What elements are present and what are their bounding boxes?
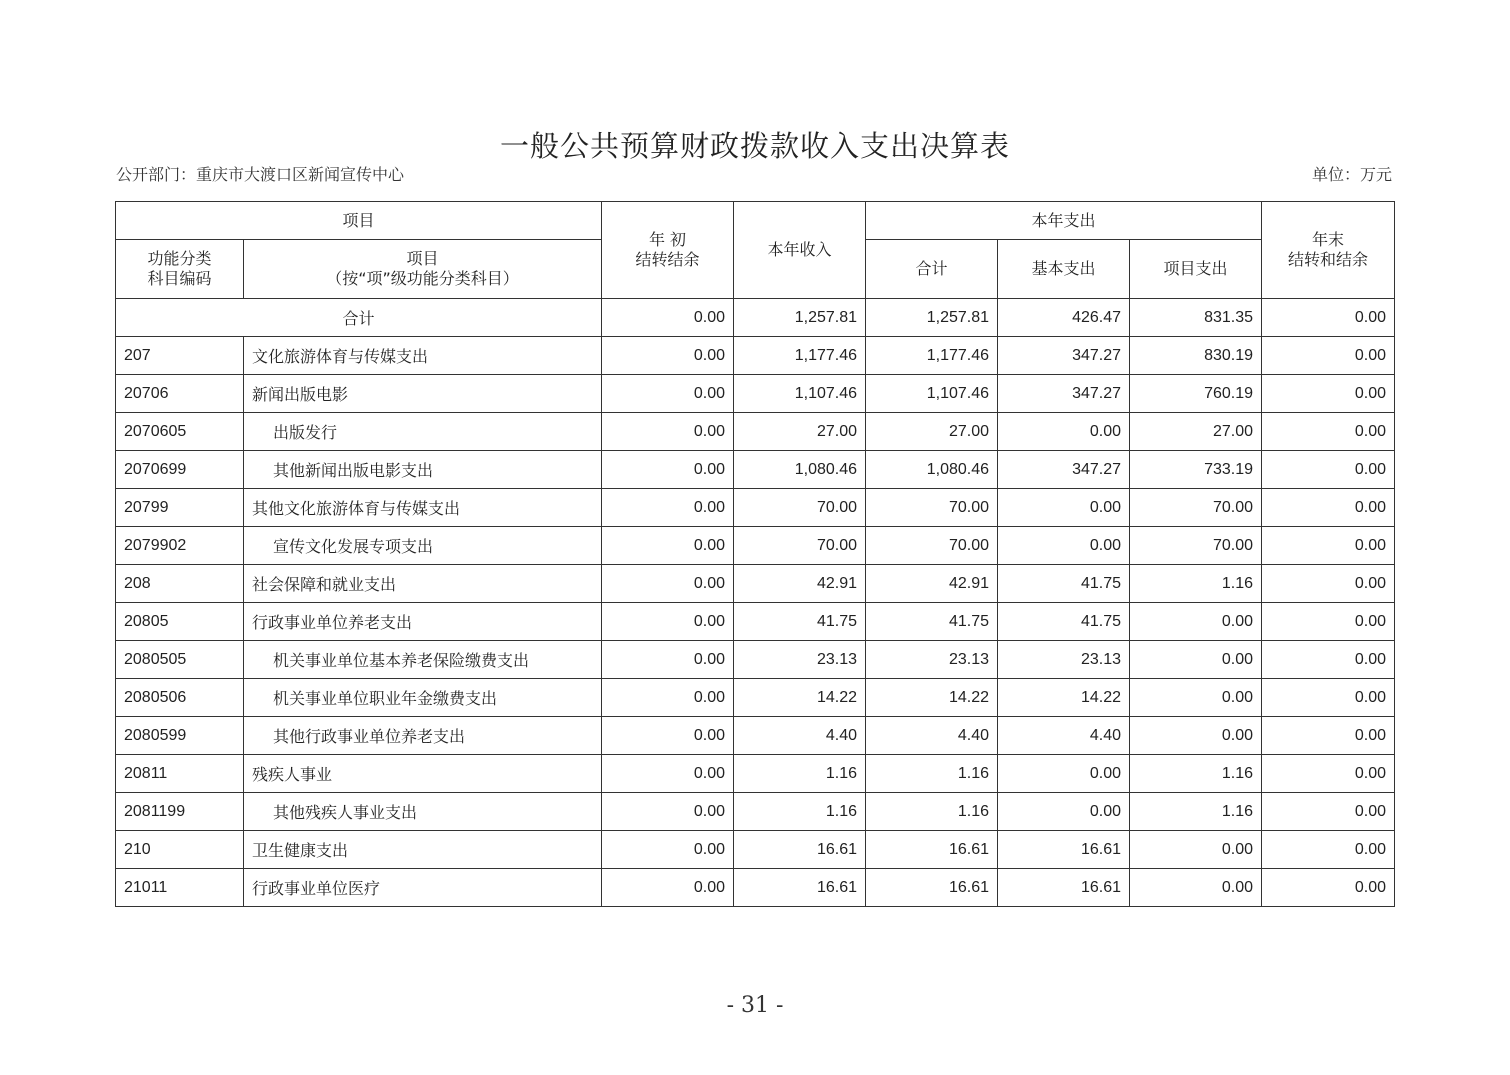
row-end: 0.00: [1262, 413, 1395, 451]
row-basic: 4.40: [998, 717, 1130, 755]
row-name: 出版发行: [244, 413, 602, 451]
row-name: 新闻出版电影: [244, 375, 602, 413]
row-project: 0.00: [1130, 717, 1262, 755]
row-project: 1.16: [1130, 755, 1262, 793]
row-code: 20811: [116, 755, 244, 793]
row-code: 2081199: [116, 793, 244, 831]
row-name: 宣传文化发展专项支出: [244, 527, 602, 565]
row-expense-total: 4.40: [866, 717, 998, 755]
row-begin: 0.00: [602, 337, 734, 375]
header-name: [244, 240, 602, 299]
row-name: 卫生健康支出: [244, 831, 602, 869]
table-row: [116, 565, 1395, 603]
row-code: 20805: [116, 603, 244, 641]
row-basic: 0.00: [998, 489, 1130, 527]
row-project: 70.00: [1130, 527, 1262, 565]
row-end: 0.00: [1262, 831, 1395, 869]
unit-label: 单位：万元: [1311, 165, 1392, 184]
table-row: [116, 641, 1395, 679]
row-end: 0.00: [1262, 793, 1395, 831]
total-begin: 0.00: [602, 299, 734, 337]
table-row: [116, 793, 1395, 831]
row-code: 210: [116, 831, 244, 869]
row-begin: 0.00: [602, 641, 734, 679]
row-end: 0.00: [1262, 527, 1395, 565]
header-income: 本年收入: [734, 202, 866, 299]
table-row: [116, 451, 1395, 489]
row-project: 0.00: [1130, 603, 1262, 641]
row-project: 830.19: [1130, 337, 1262, 375]
row-income: 14.22: [734, 679, 866, 717]
row-begin: 0.00: [602, 603, 734, 641]
table-body: [116, 299, 1395, 907]
row-expense-total: 1.16: [866, 755, 998, 793]
header-expense-basic: 基本支出: [998, 240, 1130, 299]
row-expense-total: 70.00: [866, 527, 998, 565]
budget-table: [115, 201, 1395, 907]
row-income: 41.75: [734, 603, 866, 641]
row-income: 16.61: [734, 869, 866, 907]
header-begin-balance: [602, 202, 734, 299]
row-basic: 16.61: [998, 869, 1130, 907]
row-end: 0.00: [1262, 337, 1395, 375]
row-basic: 16.61: [998, 831, 1130, 869]
row-begin: 0.00: [602, 793, 734, 831]
page-title: 一般公共预算财政拨款收入支出决算表: [499, 129, 1010, 163]
row-income: 1.16: [734, 793, 866, 831]
table-row: [116, 603, 1395, 641]
row-income: 1,107.46: [734, 375, 866, 413]
row-project: 0.00: [1130, 641, 1262, 679]
row-begin: 0.00: [602, 717, 734, 755]
table-row: [116, 679, 1395, 717]
row-name: 其他新闻出版电影支出: [244, 451, 602, 489]
row-project: 0.00: [1130, 679, 1262, 717]
row-end: 0.00: [1262, 869, 1395, 907]
table-row: [116, 413, 1395, 451]
row-income: 70.00: [734, 527, 866, 565]
department-label: 公开部门：重庆市大渡口区新闻宣传中心: [116, 165, 405, 184]
row-begin: 0.00: [602, 375, 734, 413]
row-income: 4.40: [734, 717, 866, 755]
row-end: 0.00: [1262, 641, 1395, 679]
row-name: 机关事业单位基本养老保险缴费支出: [244, 641, 602, 679]
row-begin: 0.00: [602, 451, 734, 489]
table-row: [116, 337, 1395, 375]
table-row: [116, 375, 1395, 413]
header-begin-balance-line2: 结转结余: [635, 250, 700, 269]
row-basic: 0.00: [998, 413, 1130, 451]
row-end: 0.00: [1262, 489, 1395, 527]
row-basic: 347.27: [998, 375, 1130, 413]
row-expense-total: 70.00: [866, 489, 998, 527]
row-project: 760.19: [1130, 375, 1262, 413]
row-code: 2080505: [116, 641, 244, 679]
header-name-line1: 项目: [406, 249, 439, 268]
row-begin: 0.00: [602, 527, 734, 565]
table-row: [116, 527, 1395, 565]
row-name: 社会保障和就业支出: [244, 565, 602, 603]
row-begin: 0.00: [602, 755, 734, 793]
row-end: 0.00: [1262, 375, 1395, 413]
row-expense-total: 16.61: [866, 869, 998, 907]
row-income: 1.16: [734, 755, 866, 793]
table-row: [116, 489, 1395, 527]
table-row: [116, 755, 1395, 793]
row-code: 2079902: [116, 527, 244, 565]
row-code: 20706: [116, 375, 244, 413]
row-project: 1.16: [1130, 793, 1262, 831]
row-project: 27.00: [1130, 413, 1262, 451]
row-begin: 0.00: [602, 489, 734, 527]
header-code-line2: 科目编码: [147, 269, 212, 288]
row-name: 其他行政事业单位养老支出: [244, 717, 602, 755]
header-code-line1: 功能分类: [147, 249, 212, 268]
row-basic: 41.75: [998, 565, 1130, 603]
total-label: 合计: [116, 299, 602, 337]
row-income: 42.91: [734, 565, 866, 603]
table-header: [116, 202, 1395, 299]
row-name: 残疾人事业: [244, 755, 602, 793]
row-begin: 0.00: [602, 413, 734, 451]
row-end: 0.00: [1262, 755, 1395, 793]
row-expense-total: 23.13: [866, 641, 998, 679]
row-end: 0.00: [1262, 717, 1395, 755]
table-row: [116, 717, 1395, 755]
header-end-balance-line1: 年末: [1312, 230, 1345, 249]
row-name: 行政事业单位养老支出: [244, 603, 602, 641]
row-end: 0.00: [1262, 603, 1395, 641]
row-begin: 0.00: [602, 831, 734, 869]
row-income: 1,177.46: [734, 337, 866, 375]
row-expense-total: 16.61: [866, 831, 998, 869]
row-code: 2080599: [116, 717, 244, 755]
row-expense-total: 27.00: [866, 413, 998, 451]
page-number: - 31 -: [726, 993, 784, 1018]
row-expense-total: 1,107.46: [866, 375, 998, 413]
row-end: 0.00: [1262, 451, 1395, 489]
row-basic: 14.22: [998, 679, 1130, 717]
row-basic: 0.00: [998, 755, 1130, 793]
row-expense-total: 1,080.46: [866, 451, 998, 489]
row-begin: 0.00: [602, 869, 734, 907]
row-expense-total: 41.75: [866, 603, 998, 641]
row-end: 0.00: [1262, 679, 1395, 717]
row-project: 1.16: [1130, 565, 1262, 603]
header-expense-group: 本年支出: [866, 202, 1262, 240]
row-name: 机关事业单位职业年金缴费支出: [244, 679, 602, 717]
row-income: 1,080.46: [734, 451, 866, 489]
row-name: 文化旅游体育与传媒支出: [244, 337, 602, 375]
header-name-line2: （按“项”级功能分类科目）: [326, 269, 519, 288]
row-code: 2070699: [116, 451, 244, 489]
row-expense-total: 1,177.46: [866, 337, 998, 375]
row-project: 733.19: [1130, 451, 1262, 489]
row-code: 207: [116, 337, 244, 375]
row-basic: 0.00: [998, 527, 1130, 565]
header-end-balance: [1262, 202, 1395, 299]
total-end: 0.00: [1262, 299, 1395, 337]
row-end: 0.00: [1262, 565, 1395, 603]
row-project: 70.00: [1130, 489, 1262, 527]
header-expense-project: 项目支出: [1130, 240, 1262, 299]
row-basic: 347.27: [998, 451, 1130, 489]
row-income: 27.00: [734, 413, 866, 451]
table-row: [116, 831, 1395, 869]
row-basic: 41.75: [998, 603, 1130, 641]
row-code: 2070605: [116, 413, 244, 451]
header-expense-total: 合计: [866, 240, 998, 299]
row-basic: 0.00: [998, 793, 1130, 831]
row-project: 0.00: [1130, 869, 1262, 907]
row-expense-total: 1.16: [866, 793, 998, 831]
row-name: 其他残疾人事业支出: [244, 793, 602, 831]
row-begin: 0.00: [602, 679, 734, 717]
row-expense-total: 14.22: [866, 679, 998, 717]
total-basic: 426.47: [998, 299, 1130, 337]
row-begin: 0.00: [602, 565, 734, 603]
row-code: 20799: [116, 489, 244, 527]
header-end-balance-line2: 结转和结余: [1288, 250, 1369, 269]
row-name: 行政事业单位医疗: [244, 869, 602, 907]
row-basic: 23.13: [998, 641, 1130, 679]
table-row: [116, 869, 1395, 907]
row-basic: 347.27: [998, 337, 1130, 375]
row-code: 208: [116, 565, 244, 603]
row-code: 2080506: [116, 679, 244, 717]
header-code: [116, 240, 244, 299]
row-code: 21011: [116, 869, 244, 907]
total-expense-total: 1,257.81: [866, 299, 998, 337]
row-income: 16.61: [734, 831, 866, 869]
header-project-group: 项目: [116, 202, 602, 240]
row-expense-total: 42.91: [866, 565, 998, 603]
total-row: [116, 299, 1395, 337]
row-income: 70.00: [734, 489, 866, 527]
total-project: 831.35: [1130, 299, 1262, 337]
row-income: 23.13: [734, 641, 866, 679]
total-income: 1,257.81: [734, 299, 866, 337]
header-begin-balance-line1: 年 初: [648, 230, 687, 249]
row-project: 0.00: [1130, 831, 1262, 869]
row-name: 其他文化旅游体育与传媒支出: [244, 489, 602, 527]
